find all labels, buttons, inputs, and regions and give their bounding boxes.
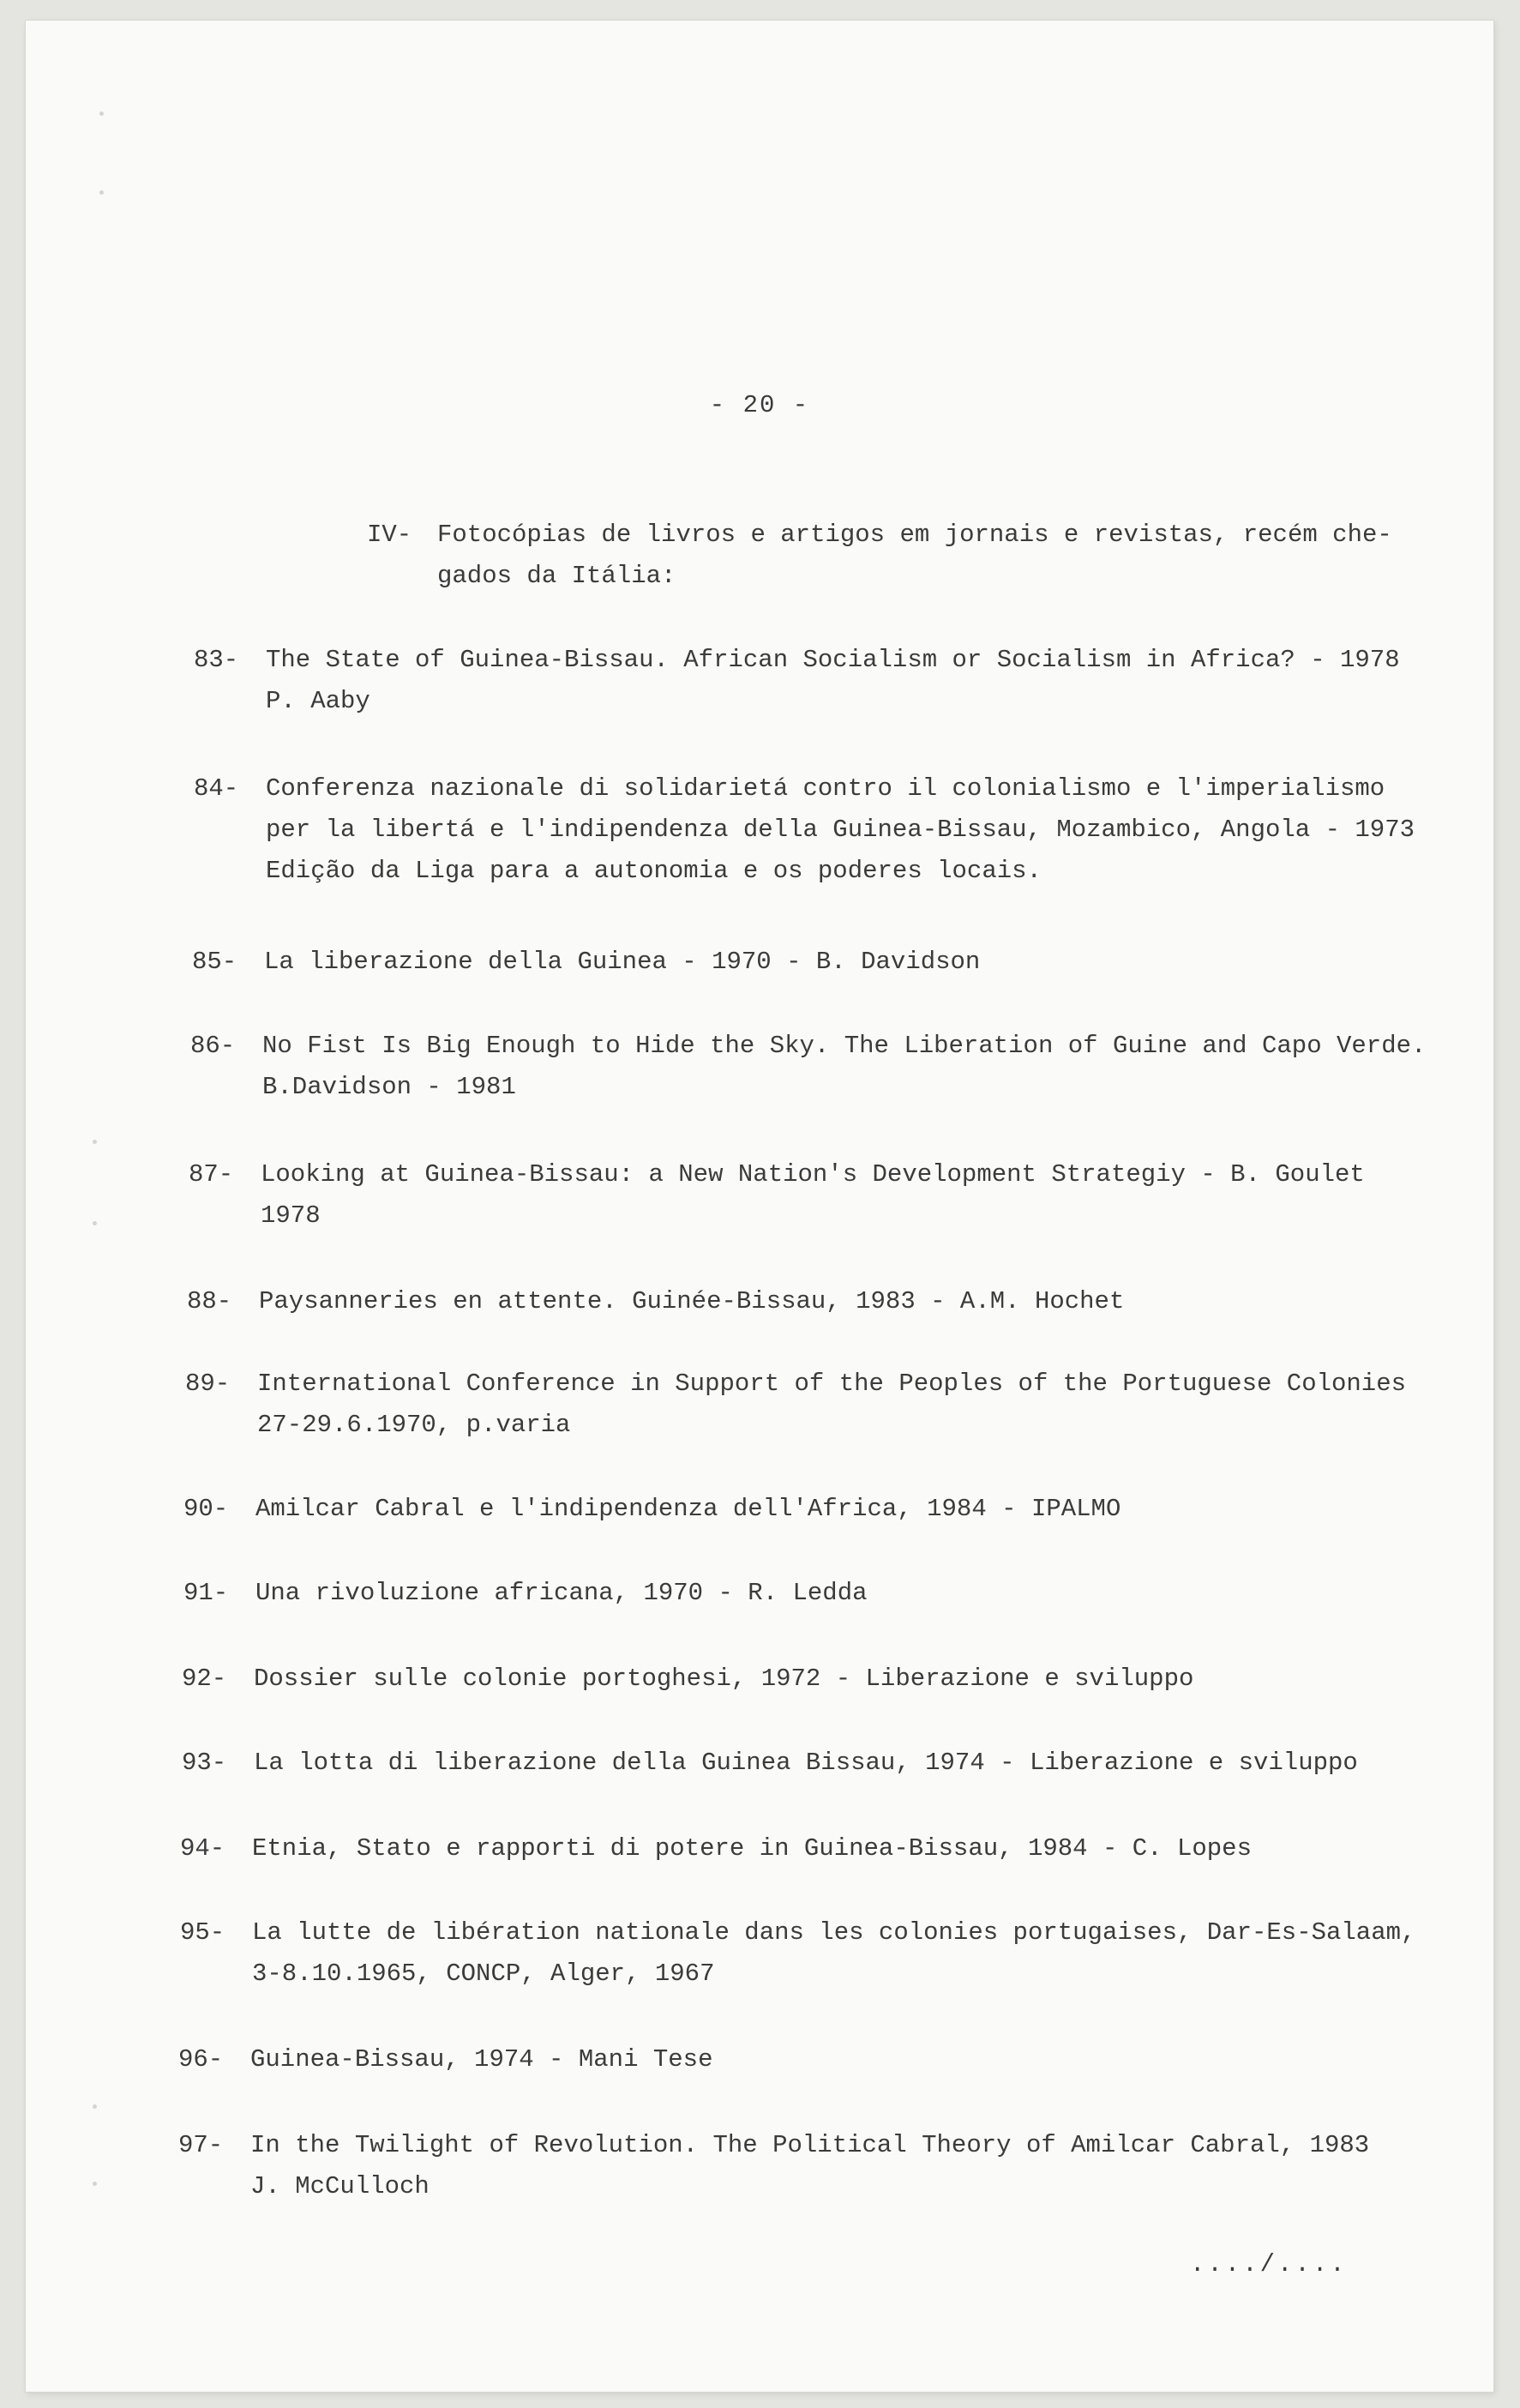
page-number: - 20 - <box>709 391 810 419</box>
entry-line: International Conference in Support of the Peoples of the Portuguese Colonies <box>257 1370 1407 1398</box>
bibliography-entry-92 <box>182 1659 1391 1700</box>
entry-line: Dossier sulle colonie portoghesi, 1972 - Liberazione e sviluppo <box>254 1665 1194 1693</box>
entry-line: 3-8.10.1965, CONCP, Alger, 1967 <box>252 1960 715 1988</box>
entry-number: 92- <box>182 1665 227 1693</box>
entry-number: 93- <box>182 1749 227 1777</box>
entry-line: La liberazione della Guinea - 1970 - B. Davidson <box>264 948 981 976</box>
bibliography-entry-87 <box>189 1154 1397 1237</box>
punch-hole-mark <box>93 1140 97 1144</box>
entry-text <box>255 1573 1392 1614</box>
document-page <box>26 21 1493 2392</box>
entry-text <box>259 1281 1396 1322</box>
bibliography-entry-96 <box>178 2039 1387 2080</box>
punch-hole-mark <box>93 2104 97 2109</box>
entry-line: per la libertá e l'indipendenza della Guinea-Bissau, Mozambico, Angola - 1973 <box>266 816 1415 844</box>
entry-text <box>254 1743 1391 1784</box>
entry-number: 85- <box>192 948 237 976</box>
entry-number: 87- <box>189 1160 234 1189</box>
entry-text <box>261 1154 1397 1237</box>
entry-line: B.Davidson - 1981 <box>262 1073 516 1101</box>
entry-line: 27-29.6.1970, p.varia <box>257 1411 571 1439</box>
bibliography-entry-83 <box>194 640 1403 722</box>
entry-line: In the Twilight of Revolution. The Political Theory of Amilcar Cabral, 1983 <box>250 2131 1370 2159</box>
entry-line: Edição da Liga para a autonomia e os poderes locais. <box>266 857 1042 885</box>
entry-text <box>266 768 1415 892</box>
entry-number: 88- <box>187 1287 232 1315</box>
entry-number: 83- <box>194 646 239 674</box>
entry-line: Looking at Guinea-Bissau: a New Nation's Development Strategiy - B. Goulet <box>261 1160 1365 1189</box>
bibliography-entry-85 <box>192 942 1401 983</box>
entry-number: 91- <box>183 1579 229 1607</box>
bibliography-entry-90 <box>183 1489 1392 1530</box>
section-title-line: gados da Itália: <box>437 562 676 590</box>
punch-hole-mark <box>93 1221 97 1225</box>
entry-line: J. McCulloch <box>250 2172 430 2200</box>
entry-line: Conferenza nazionale di solidarietá contro il colonialismo e l'imperialismo <box>266 774 1385 803</box>
entry-line: La lotta di liberazione della Guinea Bissau, 1974 - Liberazione e sviluppo <box>254 1749 1358 1777</box>
entry-number: 90- <box>183 1495 229 1523</box>
entry-number: 97- <box>178 2131 224 2159</box>
entry-number: 96- <box>178 2045 224 2074</box>
punch-hole-mark <box>99 111 104 116</box>
entry-text <box>257 1364 1407 1446</box>
section-heading <box>367 515 1396 597</box>
entry-number: 95- <box>180 1918 225 1947</box>
entry-text <box>255 1489 1392 1530</box>
entry-text <box>250 2039 1387 2080</box>
bibliography-entry-84 <box>194 768 1415 892</box>
bibliography-entry-94 <box>180 1828 1389 1869</box>
entry-number: 89- <box>185 1370 231 1398</box>
bibliography-entry-91 <box>183 1573 1392 1614</box>
bibliography-entry-97 <box>178 2125 1387 2207</box>
punch-hole-mark <box>93 2182 97 2186</box>
entry-line: No Fist Is Big Enough to Hide the Sky. The Liberation of Guine and Capo Verde. <box>262 1032 1427 1060</box>
entry-line: Amilcar Cabral e l'indipendenza dell'Africa, 1984 - IPALMO <box>255 1495 1121 1523</box>
entry-line: Etnia, Stato e rapporti di potere in Guinea-Bissau, 1984 - C. Lopes <box>252 1834 1252 1863</box>
entry-line: The State of Guinea-Bissau. African Socialism or Socialism in Africa? - 1978 <box>266 646 1400 674</box>
section-roman-numeral: IV- <box>367 521 412 549</box>
section-title-line: Fotocópias de livros e artigos em jornais e revistas, recém che- <box>437 521 1392 549</box>
entry-line: 1978 <box>261 1201 321 1230</box>
entry-line: Paysanneries en attente. Guinée-Bissau, 1983 - A.M. Hochet <box>259 1287 1125 1315</box>
entry-number: 84- <box>194 774 239 803</box>
entry-line: La lutte de libération nationale dans les colonies portugaises, Dar-Es-Salaam, <box>252 1918 1416 1947</box>
entry-line: Una rivoluzione africana, 1970 - R. Ledda <box>255 1579 868 1607</box>
entry-text <box>250 2125 1387 2207</box>
entry-text <box>264 942 1401 983</box>
section-title <box>437 515 1396 597</box>
bibliography-entry-89 <box>185 1364 1407 1446</box>
entry-number: 86- <box>190 1032 236 1060</box>
entry-text <box>254 1659 1391 1700</box>
entry-text <box>252 1828 1389 1869</box>
entry-text <box>252 1912 1416 1995</box>
entry-number: 94- <box>180 1834 225 1863</box>
bibliography-entry-88 <box>187 1281 1396 1322</box>
entry-line: P. Aaby <box>266 687 370 715</box>
entry-line: Guinea-Bissau, 1974 - Mani Tese <box>250 2045 713 2074</box>
continuation-mark: ..../.... <box>1190 2250 1348 2279</box>
entry-text <box>266 640 1403 722</box>
bibliography-entry-86 <box>190 1026 1427 1108</box>
bibliography-entry-93 <box>182 1743 1391 1784</box>
entry-text <box>262 1026 1427 1108</box>
bibliography-entry-95 <box>180 1912 1416 1995</box>
punch-hole-mark <box>99 190 104 195</box>
